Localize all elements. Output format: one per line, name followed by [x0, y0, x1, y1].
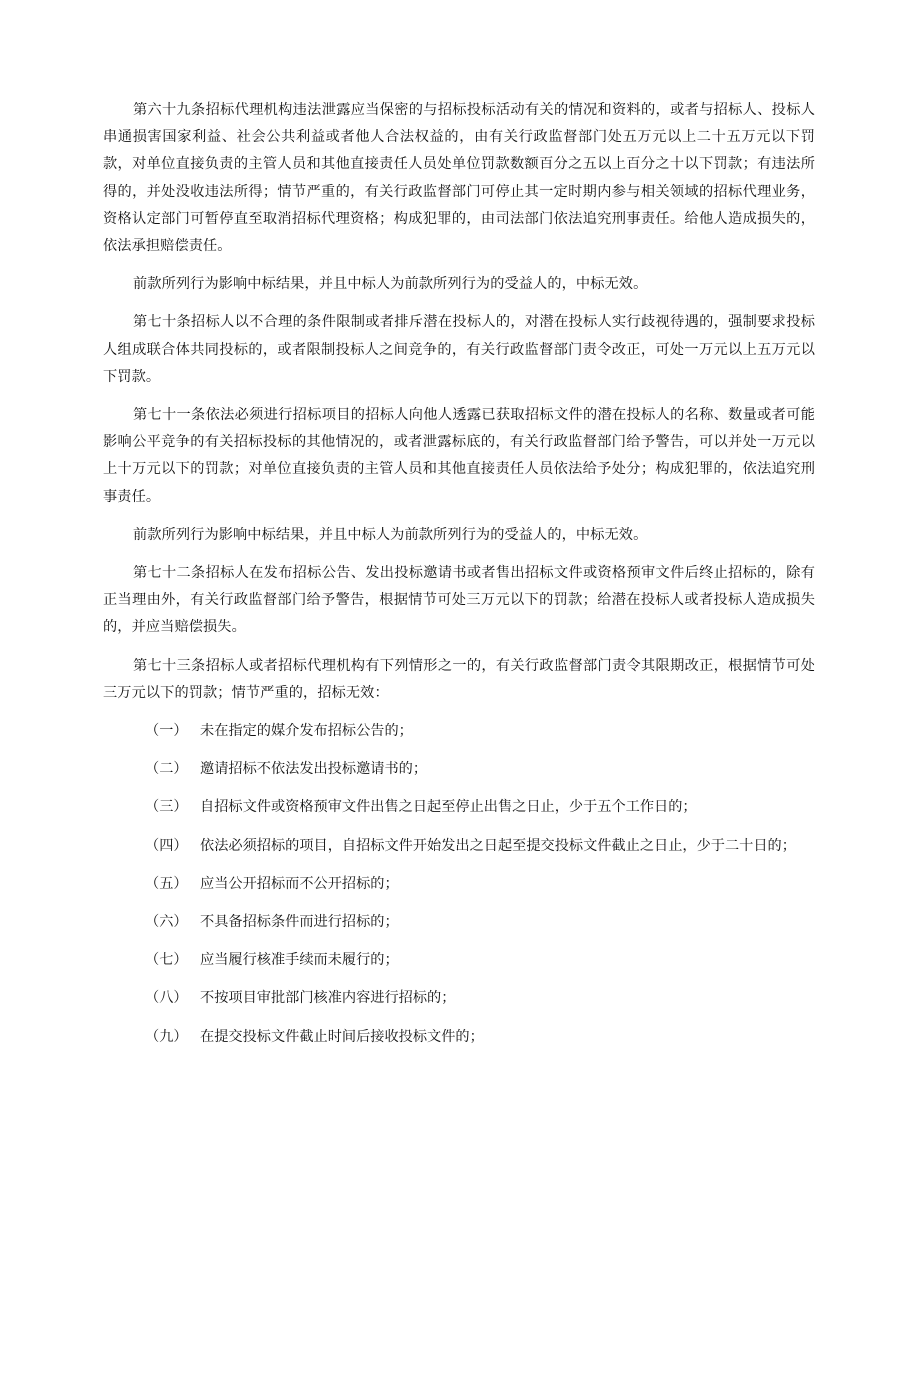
list-item	[103, 718, 815, 745]
list-item-text: 不按项目审批部门核准内容进行招标的；	[200, 990, 456, 1007]
article-69-paragraph: 第六十九条招标代理机构违法泄露应当保密的与招标投标活动有关的情况和资料的，或者与招标人、投标人串通损害国家利益、社会公共利益或者他人合法权益的，由有关行政监督部门处五万元以上二十五万元以下罚款，对单位直接负责的主管人员和其他直接责任人员处单位罚款数额百分之五以上百分之十以下罚款；有违法所得的，并处没收违法所得；情节严重的，有关行政监督部门可停止其一定时期内参与相关领域的招标代理业务，资格认定部门可暂停直至取消招标代理资格；构成犯罪的，由司法部门依法追究刑事责任。给他人造成损失的，依法承担赔偿责任。	[103, 102, 815, 255]
list-item-number: （四）	[145, 837, 188, 854]
article-69-note-paragraph: 前款所列行为影响中标结果，并且中标人为前款所列行为的受益人的，中标无效。	[133, 276, 648, 293]
article-71-paragraph: 第七十一条依法必须进行招标项目的招标人向他人透露已获取招标文件的潜在投标人的名称、数量或者可能影响公平竞争的有关招标投标的其他情况的，或者泄露标底的，有关行政监督部门给予警告，可以并处一万元以上十万元以下的罚款；对单位直接负责的主管人员和其他直接责任人员依法给予处分；构成犯罪的，依法追究刑事责任。	[103, 407, 815, 505]
list-item-number: （六）	[145, 914, 188, 931]
list-item-text: 依法必须招标的项目，自招标文件开始发出之日起至提交投标文件截止之日止，少于二十日的；	[200, 837, 796, 854]
document-page	[103, 97, 815, 1062]
list-item-number: （五）	[145, 875, 188, 892]
list-item-number: （一）	[145, 723, 188, 740]
list-item	[103, 794, 815, 821]
list-item-number: （二）	[145, 761, 188, 778]
article-70-paragraph: 第七十条招标人以不合理的条件限制或者排斥潜在投标人的，对潜在投标人实行歧视待遇的，强制要求投标人组成联合体共同投标的，或者限制投标人之间竞争的，有关行政监督部门责令改正，可处一万元以上五万元以下罚款。	[103, 314, 815, 385]
list-item-number: （九）	[145, 1028, 188, 1045]
article-72-paragraph: 第七十二条招标人在发布招标公告、发出投标邀请书或者售出招标文件或资格预审文件后终止招标的，除有正当理由外，有关行政监督部门给予警告，根据情节可处三万元以下的罚款；给潜在投标人或者投标人造成损失的，并应当赔偿损失。	[103, 565, 815, 636]
list-item	[103, 833, 815, 860]
article-73-paragraph: 第七十三条招标人或者招标代理机构有下列情形之一的，有关行政监督部门责令其限期改正，根据情节可处三万元以下的罚款；情节严重的，招标无效：	[103, 657, 815, 701]
list-item-text: 应当履行核准手续而未履行的；	[200, 952, 399, 969]
list-item	[103, 909, 815, 936]
list-item	[103, 1024, 815, 1051]
list-item-text: 应当公开招标而不公开招标的；	[200, 875, 399, 892]
list-item-number: （七）	[145, 952, 188, 969]
list-item-text: 自招标文件或资格预审文件出售之日起至停止出售之日止，少于五个工作日的；	[200, 799, 697, 816]
list-item-text: 邀请招标不依法发出投标邀请书的；	[200, 761, 428, 778]
list-item-text: 在提交投标文件截止时间后接收投标文件的；	[200, 1028, 484, 1045]
list-item-text: 不具备招标条件而进行招标的；	[200, 914, 399, 931]
list-item	[103, 871, 815, 898]
list-item	[103, 756, 815, 783]
list-item	[103, 947, 815, 974]
list-item-number: （八）	[145, 990, 188, 1007]
list-item-text: 未在指定的媒介发布招标公告的；	[200, 723, 413, 740]
list-item-number: （三）	[145, 799, 188, 816]
article-73-list	[103, 718, 815, 1051]
article-71-note-paragraph: 前款所列行为影响中标结果，并且中标人为前款所列行为的受益人的，中标无效。	[133, 526, 648, 543]
list-item	[103, 985, 815, 1012]
